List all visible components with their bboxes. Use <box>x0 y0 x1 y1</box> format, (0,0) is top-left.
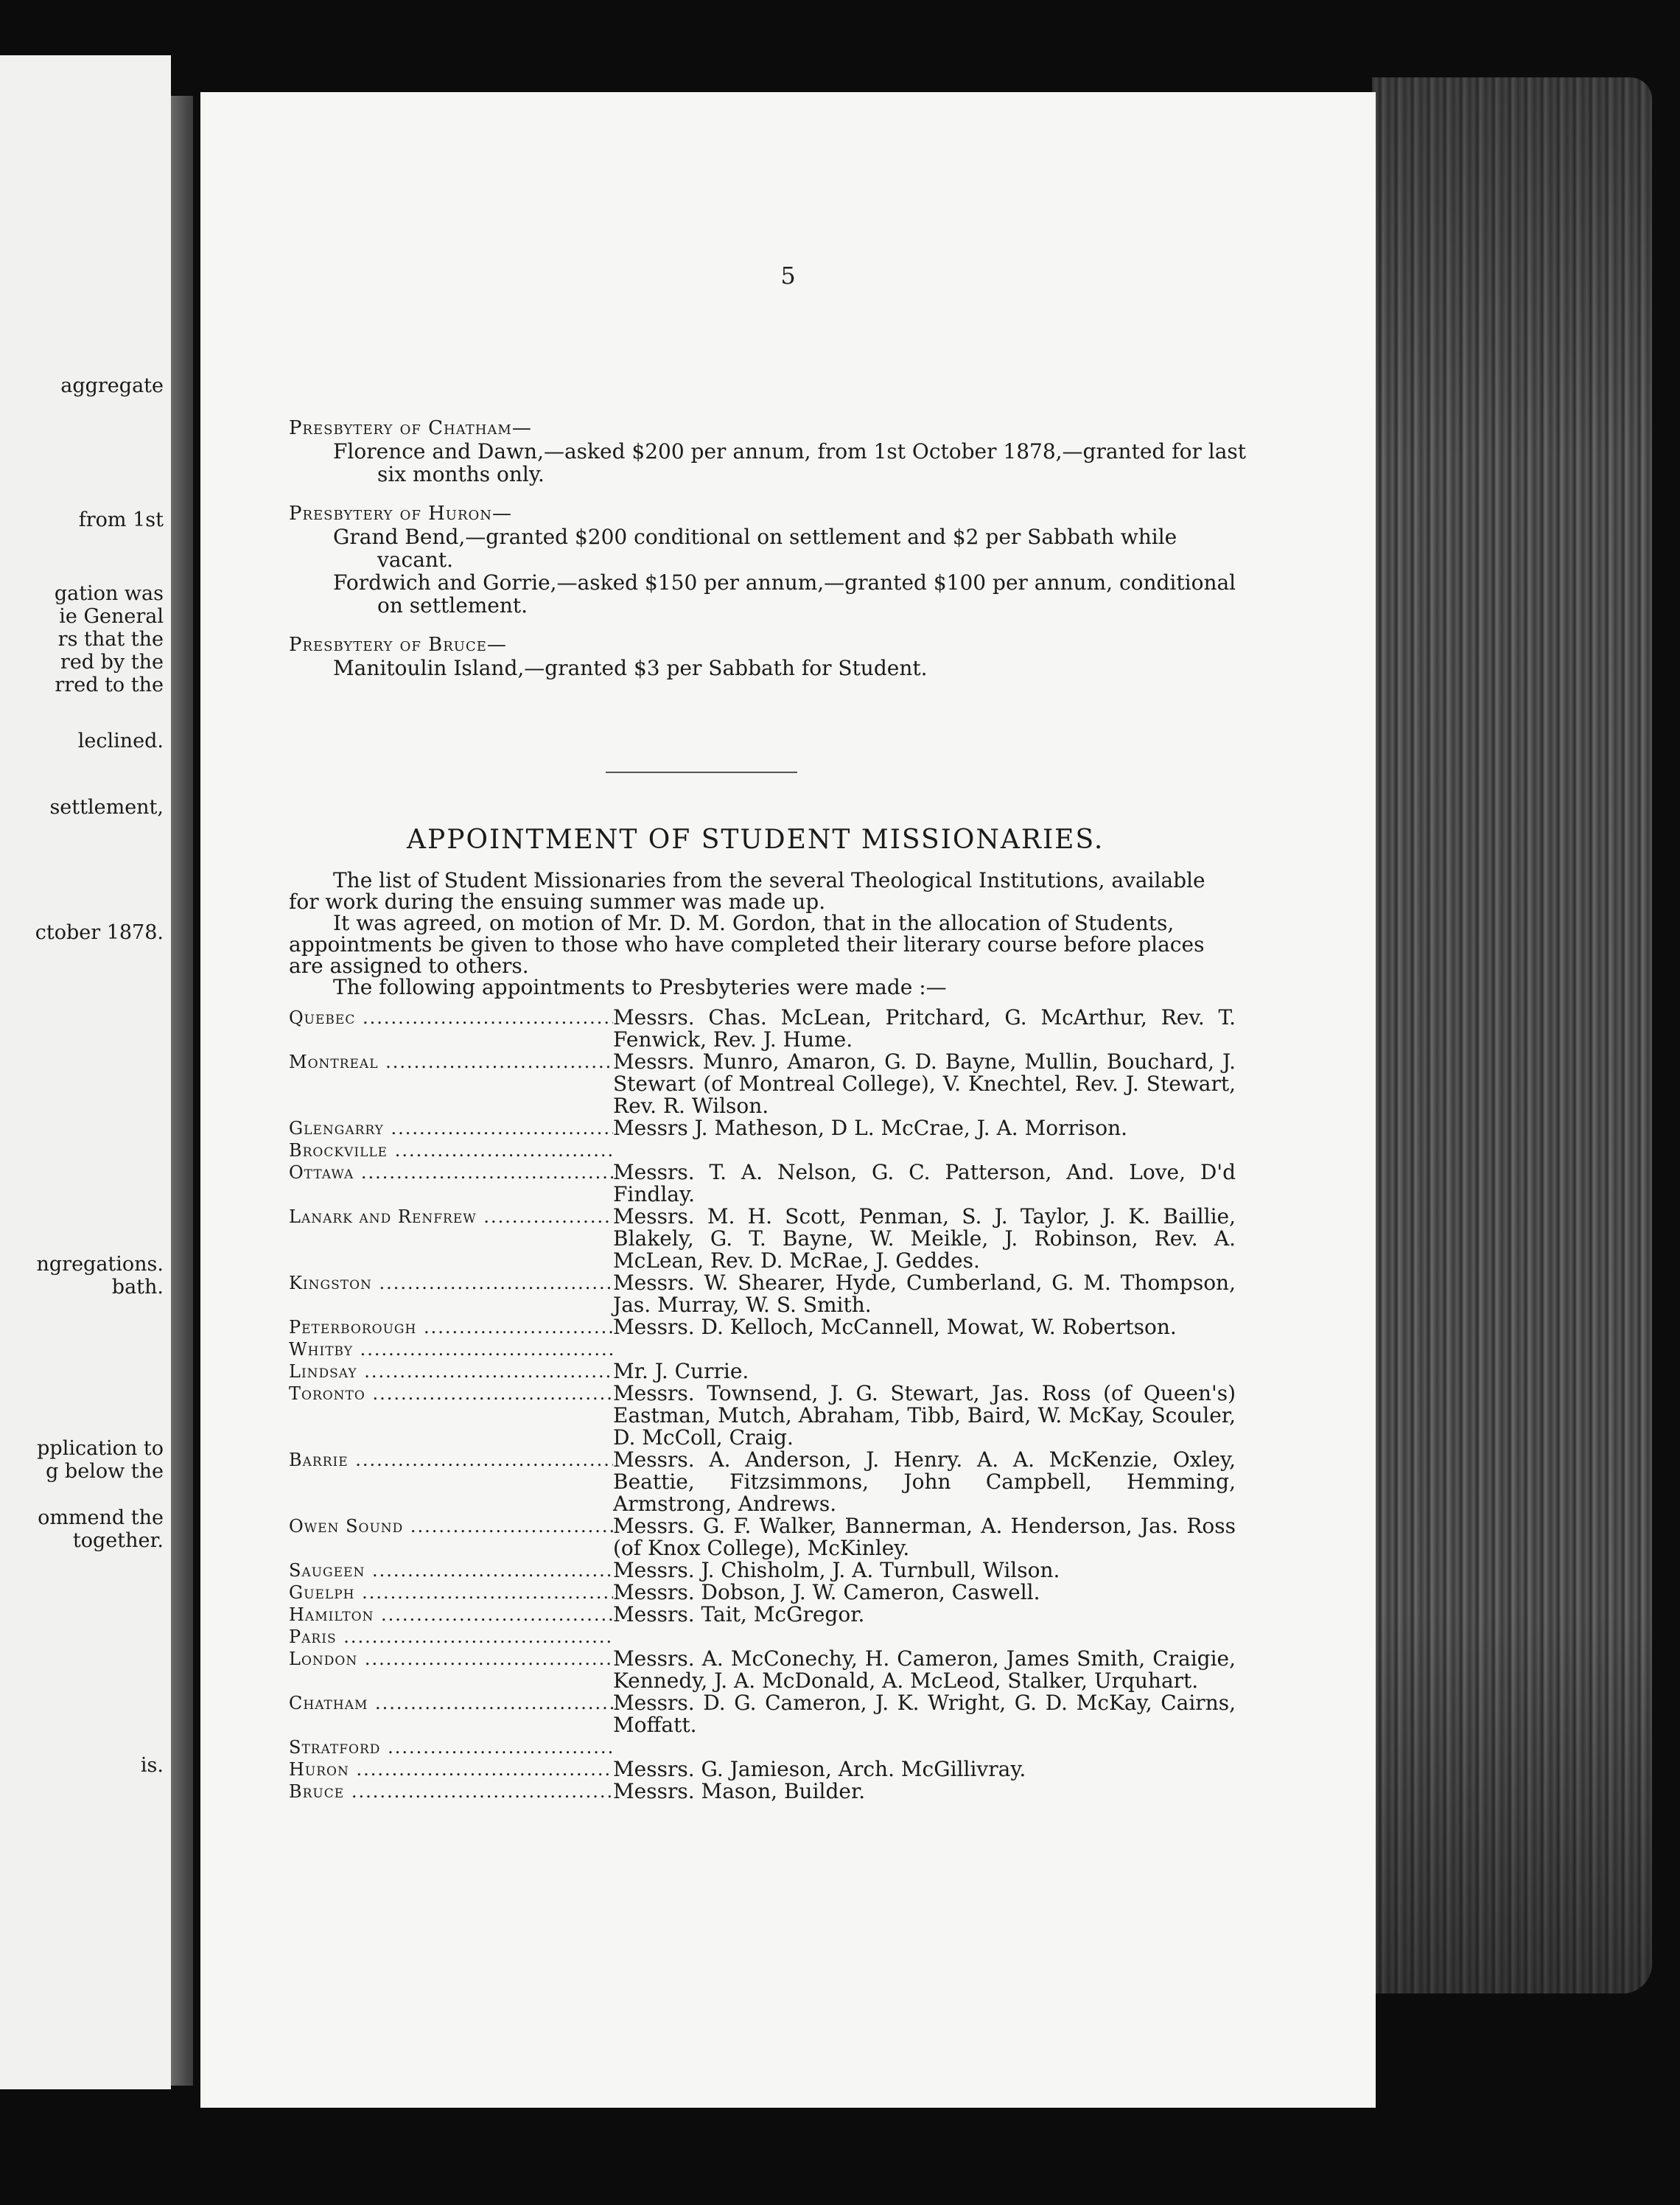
appointment-row <box>289 1007 1236 1051</box>
grant-entry: Grand Bend,—granted $200 conditional on settlement and $2 per Sabbath while vacant. <box>333 525 1177 572</box>
missionary-names: Messrs. Townsend, J. G. Stewart, Jas. Ross (of Queen's) Eastman, Mutch, Abraham, Tibb, Baird, W. McKay, Scouler, D. McColl, Craig. <box>613 1381 1236 1450</box>
presbytery-name: Paris ..... <box>289 1626 613 1648</box>
left-page-fragment: rred to the <box>55 674 164 696</box>
left-page-fragment: is. <box>140 1754 164 1777</box>
appointment-row <box>289 1139 1236 1161</box>
left-page-fragment: ommend the <box>38 1506 164 1529</box>
left-page-fragment: g below the <box>46 1460 164 1483</box>
appointment-row <box>289 1515 1236 1559</box>
grant-entry: Florence and Dawn,—asked $200 per annum, from 1st October 1878,—granted for last six months only. <box>333 439 1247 486</box>
missionary-names: Messrs. W. Shearer, Hyde, Cumberland, G. M. Thompson, Jas. Murray, W. S. Smith. <box>613 1271 1236 1317</box>
intro-paragraph: It was agreed, on motion of Mr. D. M. Gordon, that in the allocation of Students, appointments be given to those who have completed their literary course before places are assigned to others. <box>289 911 1205 978</box>
presbytery-name: Stratford ..... <box>289 1736 613 1758</box>
grant-entry: Manitoulin Island,—granted $3 per Sabbath for Student. <box>333 656 928 680</box>
grant-entry: Fordwich and Gorrie,—asked $150 per annum,—granted $100 per annum, conditional on settlement. <box>333 570 1236 618</box>
page-number: 5 <box>780 262 796 290</box>
appointment-row <box>289 1559 1236 1582</box>
appointment-row <box>289 1272 1236 1316</box>
presbytery-heading: Presbytery of Chatham— <box>289 417 532 439</box>
missionary-names: Messrs. T. A. Nelson, G. C. Patterson, And. Love, D'd Findlay. <box>613 1160 1236 1206</box>
appointment-row <box>289 1648 1236 1692</box>
right-page <box>200 92 1376 2108</box>
appointment-row <box>289 1360 1236 1383</box>
section-heading: APPOINTMENT OF STUDENT MISSIONARIES. <box>407 825 1105 855</box>
missionary-names: Mr. J. Currie. <box>613 1359 749 1383</box>
page-edges-shade <box>1372 77 1652 1993</box>
left-page-fragment: pplication to <box>37 1437 164 1460</box>
intro-paragraphs <box>289 870 1376 998</box>
presbytery-name: Bruce ..... <box>289 1781 613 1803</box>
appointment-row <box>289 1736 1236 1758</box>
left-page-fragment: settlement, <box>49 796 164 819</box>
book-gutter <box>171 96 193 2086</box>
left-page-fragment: bath. <box>111 1276 164 1299</box>
presbytery-name: Glengarry ..... <box>289 1117 613 1139</box>
left-page-fragment: rs that the <box>57 628 164 651</box>
intro-paragraph: The following appointments to Presbyteries were made :— <box>333 975 947 999</box>
missionary-names: Messrs. A. McConechy, H. Cameron, James Smith, Craigie, Kennedy, J. A. McDonald, A. McLeod, Stalker, Urquhart. <box>613 1646 1236 1693</box>
presbytery-heading: Presbytery of Huron— <box>289 503 513 525</box>
missionary-names <box>613 1626 1236 1648</box>
missionary-names <box>613 1736 1236 1758</box>
missionary-names: Messrs. J. Chisholm, J. A. Turnbull, Wilson. <box>613 1558 1060 1582</box>
appointment-row <box>289 1161 1236 1206</box>
presbytery-name: Brockville ..... <box>289 1139 613 1161</box>
presbytery-name: Lanark and Renfrew ..... <box>289 1206 613 1272</box>
presbytery-name: Lindsay ..... <box>289 1360 613 1383</box>
presbytery-name: Guelph ..... <box>289 1582 613 1604</box>
missionary-names: Messrs. Dobson, J. W. Cameron, Caswell. <box>613 1580 1040 1604</box>
appointment-row <box>289 1206 1236 1272</box>
missionary-names: Messrs. Mason, Builder. <box>613 1779 866 1803</box>
appointment-row <box>289 1383 1236 1449</box>
missionary-names: Messrs. G. Jamieson, Arch. McGillivray. <box>613 1757 1026 1781</box>
appointment-row <box>289 1758 1236 1781</box>
presbytery-grants <box>289 416 1376 696</box>
appointment-row <box>289 1051 1236 1117</box>
appointments-section <box>289 741 1376 1803</box>
left-page-fragment: gation was <box>54 582 164 605</box>
appointments-table <box>289 1007 1236 1803</box>
missionary-names <box>613 1139 1236 1161</box>
missionary-names: Messrs. D. G. Cameron, J. K. Wright, G. D. McKay, Cairns, Moffatt. <box>613 1691 1236 1737</box>
presbytery-block <box>289 416 1376 486</box>
presbytery-name: London ..... <box>289 1648 613 1692</box>
presbytery-name: Quebec ..... <box>289 1007 613 1051</box>
presbytery-name: Barrie ..... <box>289 1449 613 1515</box>
missionary-names: Messrs. Chas. McLean, Pritchard, G. McArthur, Rev. T. Fenwick, Rev. J. Hume. <box>613 1005 1236 1052</box>
missionary-names: Messrs. D. Kelloch, McCannell, Mowat, W. Robertson. <box>613 1315 1177 1339</box>
presbytery-name: Huron ..... <box>289 1758 613 1781</box>
appointment-row <box>289 1626 1236 1648</box>
left-page-fragment: ngregations. <box>36 1253 164 1276</box>
missionary-names: Messrs J. Matheson, D L. McCrae, J. A. Morrison. <box>613 1116 1128 1140</box>
left-page-fragment: aggregate <box>60 374 164 397</box>
presbytery-name: Owen Sound ..... <box>289 1515 613 1559</box>
missionary-names: Messrs. M. H. Scott, Penman, S. J. Taylor, J. K. Baillie, Blakely, G. T. Bayne, W. Meikle, J. Robinson, Rev. A. McLean, Rev. D. McRae, J. Geddes. <box>613 1204 1236 1273</box>
missionary-names: Messrs. Tait, McGregor. <box>613 1602 865 1626</box>
left-page-fragment: ctober 1878. <box>35 921 164 944</box>
presbytery-name: Hamilton ..... <box>289 1604 613 1626</box>
presbytery-name: Kingston ..... <box>289 1272 613 1316</box>
left-page-fragment: red by the <box>60 651 164 674</box>
appointment-row <box>289 1582 1236 1604</box>
presbytery-block <box>289 633 1376 679</box>
appointment-row <box>289 1692 1236 1736</box>
left-page-fragment: from 1st <box>78 509 164 531</box>
presbytery-name: Chatham ..... <box>289 1692 613 1736</box>
intro-paragraph: The list of Student Missionaries from the several Theological Institutions, available for work during the ensuing summer was made up. <box>289 868 1205 914</box>
presbytery-name: Ottawa ..... <box>289 1161 613 1206</box>
section-divider <box>606 772 797 773</box>
appointment-row <box>289 1338 1236 1360</box>
left-page-fragment: leclined. <box>77 730 164 752</box>
appointment-row <box>289 1781 1236 1803</box>
left-page-fragment: together. <box>72 1529 164 1552</box>
left-page <box>0 55 171 2089</box>
left-page-fragment: ie General <box>59 605 164 628</box>
appointment-row <box>289 1316 1236 1338</box>
presbytery-name: Whitby ..... <box>289 1338 613 1360</box>
presbytery-block <box>289 502 1376 617</box>
presbytery-name: Toronto ..... <box>289 1383 613 1449</box>
appointment-row <box>289 1449 1236 1515</box>
missionary-names <box>613 1338 1236 1360</box>
appointment-row <box>289 1117 1236 1139</box>
missionary-names: Messrs. A. Anderson, J. Henry. A. A. McKenzie, Oxley, Beattie, Fitzsimmons, John Campbell, Hemming, Armstrong, Andrews. <box>613 1447 1236 1516</box>
presbytery-name: Peterborough ..... <box>289 1316 613 1338</box>
presbytery-name: Montreal ..... <box>289 1051 613 1117</box>
missionary-names: Messrs. Munro, Amaron, G. D. Bayne, Mullin, Bouchard, J. Stewart (of Montreal College), V. Knechtel, Rev. J. Stewart, Rev. R. Wilson. <box>613 1049 1236 1118</box>
missionary-names: Messrs. G. F. Walker, Bannerman, A. Henderson, Jas. Ross (of Knox College), McKinley. <box>613 1514 1236 1560</box>
appointment-row <box>289 1604 1236 1626</box>
presbytery-heading: Presbytery of Bruce— <box>289 634 507 656</box>
presbytery-name: Saugeen ..... <box>289 1559 613 1582</box>
